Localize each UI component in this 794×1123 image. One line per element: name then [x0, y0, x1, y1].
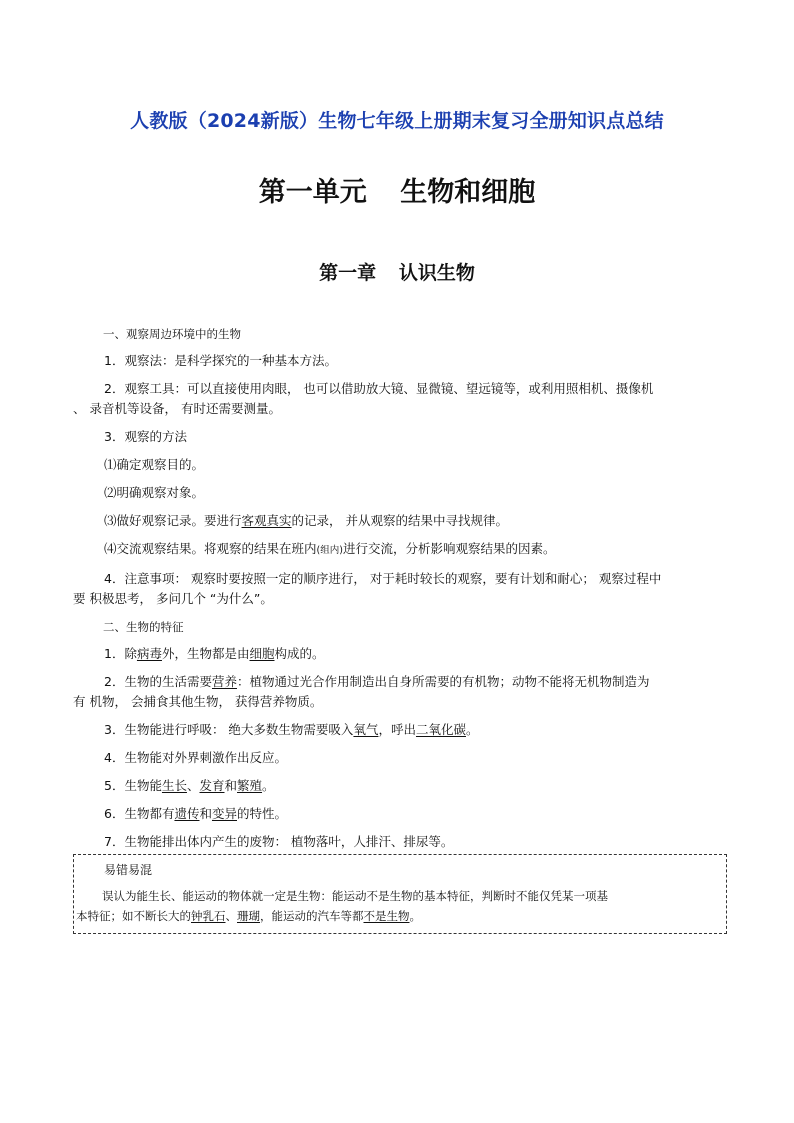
underlined-keyword: 遗传: [174, 806, 200, 821]
section-title-observation: 一、观察周边环境中的生物: [103, 327, 241, 341]
text-run: ，呼出: [378, 722, 416, 737]
text-run: 和: [199, 806, 212, 821]
point-text-line: 2．观察工具：可以直接使用肉眼， 也可以借助放大镜、显微镜、望远镜等，或利用照相机、摄像机: [104, 381, 654, 396]
point-observation-notes: [73, 569, 723, 609]
text-run: 3．生物能进行呼吸： 绝大多数生物需要吸入: [104, 722, 354, 737]
text-run: 进行交流，分析影响观察结果的因素。: [342, 541, 556, 556]
underlined-keyword: 氧气: [353, 722, 379, 737]
text-run: ，能运动的汽车等都: [260, 909, 364, 923]
underlined-keyword: 二氧化碳: [415, 722, 466, 737]
point-observation-method: 1．观察法：是科学探究的一种基本方法。: [104, 353, 337, 368]
text-run: 6．生物都有: [104, 806, 175, 821]
text-run: 外，生物都是由: [161, 646, 250, 661]
chapter-label: 第一章: [319, 262, 377, 284]
text-run: ⑶做好观察记录。要进行: [104, 513, 242, 528]
point-text-line: 4．注意事项： 观察时要按照一定的顺序进行， 对于耗时较长的观察，要有计划和耐心； 观察过程中: [104, 571, 662, 586]
point-text-line: 、 录音机等设备， 有时还需要测量。: [73, 401, 281, 416]
underlined-keyword: 生长: [161, 778, 187, 793]
text-run: 、: [225, 909, 237, 923]
underlined-keyword: 客观真实: [241, 513, 292, 528]
underlined-keyword: 营养: [211, 674, 237, 689]
unit-name: 生物和细胞: [400, 177, 536, 208]
text-run: 、: [186, 778, 200, 793]
point-observation-steps: 3．观察的方法: [104, 429, 187, 444]
step-share: [73, 539, 723, 561]
tip-box-line: 误认为能生长、能运动的物体就一定是生物：能运动不是生物的基本特征，判断时不能仅凭某一项基: [102, 889, 608, 903]
text-run: 2．生物的生活需要: [104, 674, 212, 689]
step-purpose: ⑴确定观察目的。: [104, 457, 205, 472]
common-mistakes-box: [73, 854, 727, 934]
unit-heading: [0, 170, 794, 209]
text-run: ⑷交流观察结果。将观察的结果在班内: [104, 541, 317, 556]
feature-nutrition: [73, 672, 723, 712]
feature-excretion: 7．生物能排出体内产生的废物： 植物落叶，人排汗、排尿等。: [104, 834, 454, 849]
text-run: 本特征；如不断长大的: [76, 909, 191, 923]
tip-box-line: [76, 907, 421, 925]
text-run: 的特性。: [237, 806, 288, 821]
feature-heredity: [73, 804, 723, 824]
underlined-keyword: 不是生物: [363, 909, 410, 923]
point-observation-tools: [73, 379, 723, 419]
step-record: [73, 511, 723, 531]
tip-box-title: 易错易混: [104, 863, 153, 877]
underlined-keyword: 繁殖: [237, 778, 263, 793]
content-body: [73, 324, 723, 860]
chapter-name: 认识生物: [398, 262, 475, 284]
feature-cells: [73, 644, 723, 664]
feature-respiration: [73, 720, 723, 740]
underlined-keyword: 发育: [199, 778, 225, 793]
section-title-features: 二、生物的特征: [103, 620, 184, 634]
text-run: ：植物通过光合作用制造出自身所需要的有机物；动物不能将无机物制造为: [236, 674, 650, 689]
step-object: ⑵明确观察对象。: [104, 485, 205, 500]
point-text-line: [73, 672, 723, 692]
chapter-heading: [0, 258, 794, 285]
text-run: 1．除: [104, 646, 137, 661]
underlined-keyword: 细胞: [249, 646, 275, 661]
underlined-keyword: 钟乳石: [191, 909, 226, 923]
feature-response: 4．生物能对外界刺激作出反应。: [104, 750, 287, 765]
underlined-keyword: 变异: [211, 806, 237, 821]
point-text-line: 有 机物， 会捕食其他生物， 获得营养物质。: [73, 694, 323, 709]
text-run: 。: [409, 909, 421, 923]
document-title: 人教版（2024新版）生物七年级上册期末复习全册知识点总结: [130, 110, 664, 132]
text-run: 和: [224, 778, 238, 793]
text-run: 。: [465, 722, 479, 737]
point-text-line: 要 积极思考， 多问几个 “为什么”。: [73, 591, 273, 606]
text-run: 的记录， 并从观察的结果中寻找规律。: [291, 513, 509, 528]
text-run: 5．生物能: [104, 778, 162, 793]
text-run: 。: [262, 778, 275, 793]
underlined-keyword: 珊瑚: [237, 909, 260, 923]
feature-growth: [73, 776, 723, 796]
unit-label: 第一单元: [258, 177, 367, 208]
underlined-keyword: 病毒: [136, 646, 162, 661]
text-run: 构成的。: [274, 646, 325, 661]
small-note: (组内): [316, 545, 343, 556]
